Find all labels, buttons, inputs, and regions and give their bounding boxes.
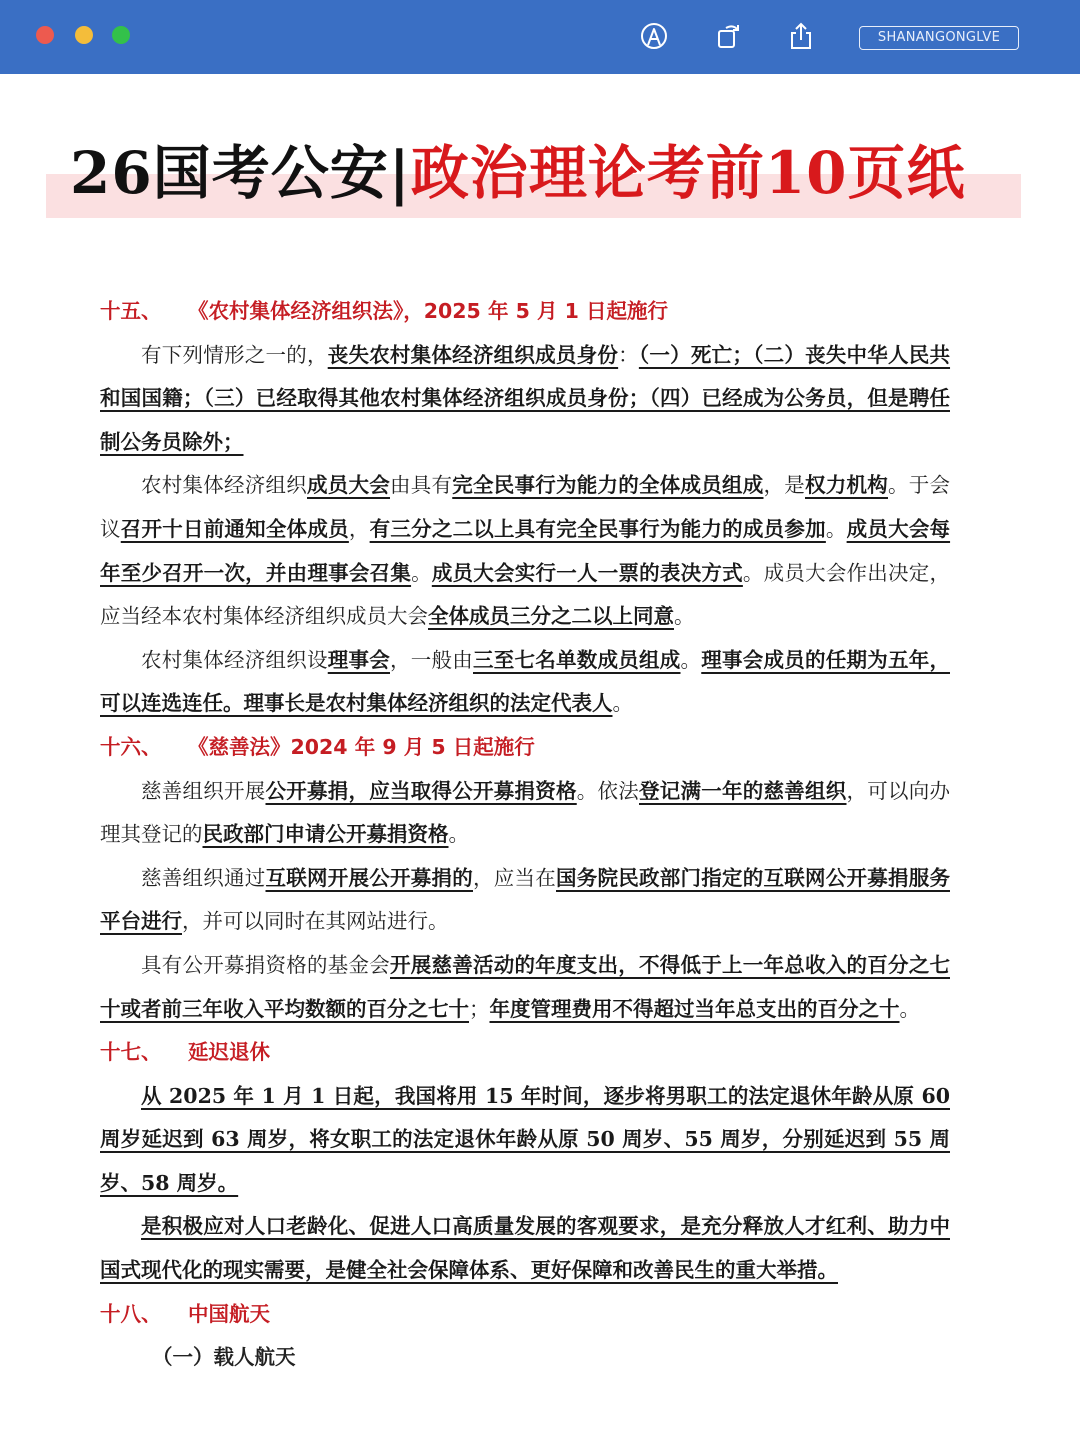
search-field[interactable]: SHANANGONGLVE <box>859 26 1019 50</box>
title-separator: | <box>388 139 411 207</box>
minimize-window-button[interactable] <box>75 26 93 44</box>
section-title: 《慈善法》2024 年 9 月 5 日起施行 <box>188 734 535 759</box>
section-title: 延迟退休 <box>188 1040 270 1065</box>
paragraph: 具有公开募捐资格的基金会开展慈善活动的年度支出，不得低于上一年总收入的百分之七十或者前三年收入平均数额的百分之七十；年度管理费用不得超过当年总支出的百分之十。 <box>100 952 950 1021</box>
paragraph: 从 2025 年 1 月 1 日起，我国将用 15 年时间，逐步将男职工的法定退休年龄从原 60 周岁延迟到 63 周岁，将女职工的法定退休年龄从原 50 周岁、55 周岁，分别延迟到 55 周岁、58 周岁。 <box>100 1083 950 1195</box>
document-page <box>100 290 950 1380</box>
section-title: 《农村集体经济组织法》，2025 年 5 月 1 日起施行 <box>188 299 669 323</box>
share-icon[interactable] <box>785 20 817 52</box>
section-heading <box>100 726 950 770</box>
section-number: 十六、 <box>100 734 162 759</box>
window-titlebar <box>0 0 1080 74</box>
title-black-part: 26国考公安 <box>70 139 389 207</box>
paragraph: 农村集体经济组织成员大会由具有完全民事行为能力的全体成员组成，是权力机构。于会议召开十日前通知全体成员，有三分之二以上具有完全民事行为能力的成员参加。成员大会每年至少召开一次，并由理事会召集。成员大会实行一人一票的表决方式。成员大会作出决定，应当经本农村集体经济组织成员大会全体成员三分之二以上同意。 <box>100 473 951 629</box>
paragraph: 慈善组织通过互联网开展公开募捐的，应当在国务院民政部门指定的互联网公开募捐服务平台进行，并可以同时在其网站进行。 <box>100 865 950 934</box>
close-window-button[interactable] <box>36 26 54 44</box>
paragraph: 慈善组织开展公开募捐，应当取得公开募捐资格。依法登记满一年的慈善组织，可以向办理其登记的民政部门申请公开募捐资格。 <box>100 778 950 847</box>
section-number: 十七、 <box>100 1040 162 1065</box>
section-heading <box>100 1293 950 1337</box>
section-heading <box>100 1031 950 1075</box>
paragraph: 农村集体经济组织设理事会，一般由三至七名单数成员组成。理事会成员的任期为五年，可以连选连任。理事长是农村集体经济组织的法定代表人。 <box>100 647 950 716</box>
title-red-part: 政治理论考前10页纸 <box>410 139 966 207</box>
subsection-heading: （一）载人航天 <box>152 1345 296 1370</box>
markup-icon[interactable] <box>638 20 670 52</box>
rotate-icon[interactable] <box>713 20 745 52</box>
paragraph: 有下列情形之一的，丧失农村集体经济组织成员身份：（一）死亡；（二）丧失中华人民共和国国籍；（三）已经取得其他农村集体经济组织成员身份；（四）已经成为公务员，但是聘任制公务员除外； <box>100 342 951 454</box>
page-title <box>70 132 1030 222</box>
section-number: 十八、 <box>100 1301 162 1326</box>
zoom-window-button[interactable] <box>112 26 130 44</box>
section-number: 十五、 <box>100 299 162 323</box>
section-heading <box>100 290 950 334</box>
section-title: 中国航天 <box>188 1301 270 1326</box>
paragraph: 是积极应对人口老龄化、促进人口高质量发展的客观要求，是充分释放人才红利、助力中国式现代化的现实需要，是健全社会保障体系、更好保障和改善民生的重大举措。 <box>100 1214 950 1283</box>
